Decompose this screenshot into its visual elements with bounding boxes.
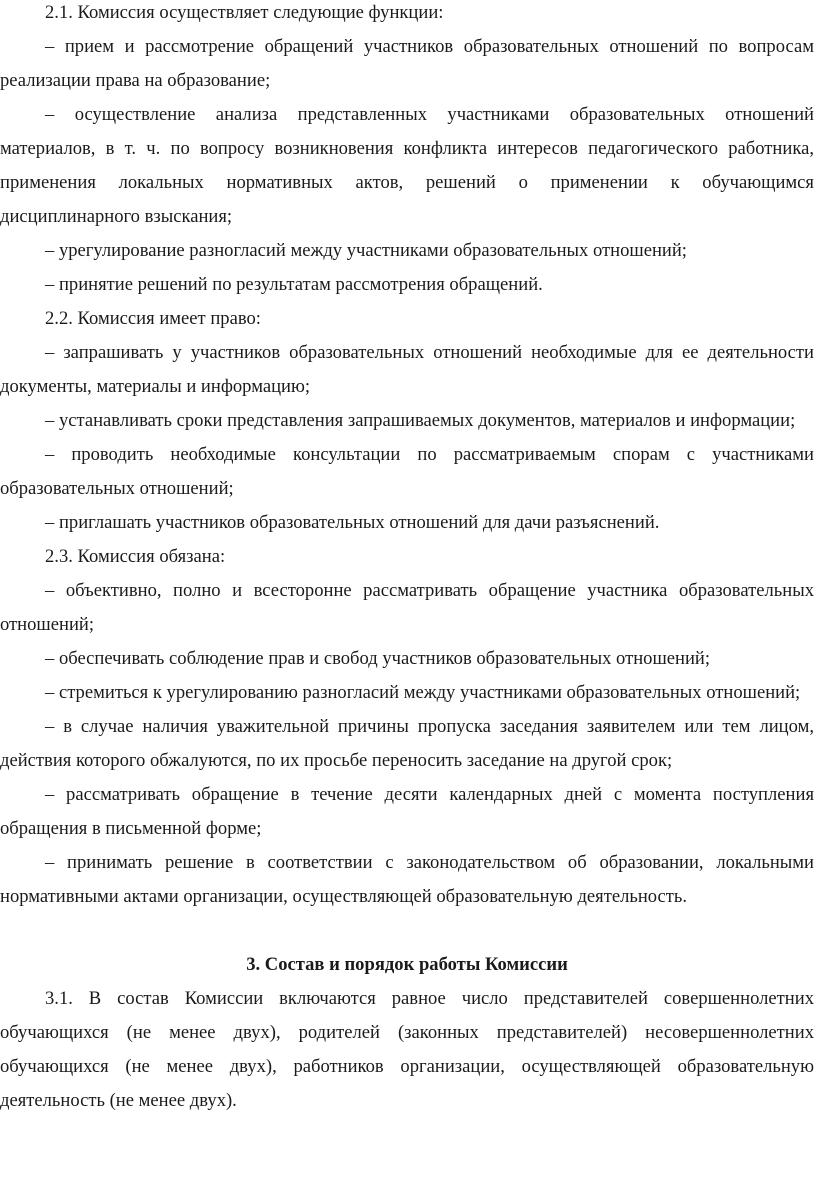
paragraph-2-3-heading: 2.3. Комиссия обязана: — [45, 546, 226, 567]
paragraph-2-1-heading: 2.1. Комиссия осуществляет следующие функции: — [45, 2, 444, 23]
list-item-2-3-f: – принимать решение в соответствии с законодательством об образовании, локальными нормативными актами организации, осуществляющей образовательную деятельность. — [0, 852, 814, 907]
list-item-2-2-b: – устанавливать сроки представления запрашиваемых документов, материалов и информации; — [45, 410, 796, 431]
list-item-2-3-c: – стремиться к урегулированию разногласий между участниками образовательных отношений; — [45, 682, 801, 703]
list-item-2-1-b: – осуществление анализа представленных участниками образовательных отношений материалов, в т. ч. по вопросу возникновения конфликта интересов педагогического работника, применения локальных нормативных актов, решений о применении к обучающимся дисциплинарного взыскания; — [0, 104, 814, 227]
list-item-2-1-c: – урегулирование разногласий между участниками образовательных отношений; — [45, 240, 687, 261]
list-item-2-2-c: – проводить необходимые консультации по рассматриваемым спорам с участниками образовательных отношений; — [0, 444, 814, 499]
list-item-2-1-d: – принятие решений по результатам рассмотрения обращений. — [45, 274, 543, 295]
list-item-2-1-a: – прием и рассмотрение обращений участников образовательных отношений по вопросам реализации права на образование; — [0, 36, 814, 91]
list-item-2-3-a: – объективно, полно и всесторонне рассматривать обращение участника образовательных отношений; — [0, 580, 814, 635]
list-item-2-3-e: – рассматривать обращение в течение десяти календарных дней с момента поступления обращения в письменной форме; — [0, 784, 814, 839]
paragraph-2-2-heading: 2.2. Комиссия имеет право: — [45, 308, 261, 329]
list-item-2-2-a: – запрашивать у участников образовательных отношений необходимые для ее деятельности документы, материалы и информацию; — [0, 342, 814, 397]
list-item-2-2-d: – приглашать участников образовательных отношений для дачи разъяснений. — [45, 512, 660, 533]
section-3-title: 3. Состав и порядок работы Комиссии — [246, 954, 568, 975]
paragraph-3-1: 3.1. В состав Комиссии включаются равное число представителей совершеннолетних обучающихся (не менее двух), родителей (законных представителей) несовершеннолетних обучающихся (не менее двух), работников организации, осуществляющей образовательную деятельность (не менее двух). — [0, 988, 814, 1111]
list-item-2-3-b: – обеспечивать соблюдение прав и свобод участников образовательных отношений; — [45, 648, 711, 669]
list-item-2-3-d: – в случае наличия уважительной причины пропуска заседания заявителем или тем лицом, действия которого обжалуются, по их просьбе переносить заседание на другой срок; — [0, 716, 814, 771]
